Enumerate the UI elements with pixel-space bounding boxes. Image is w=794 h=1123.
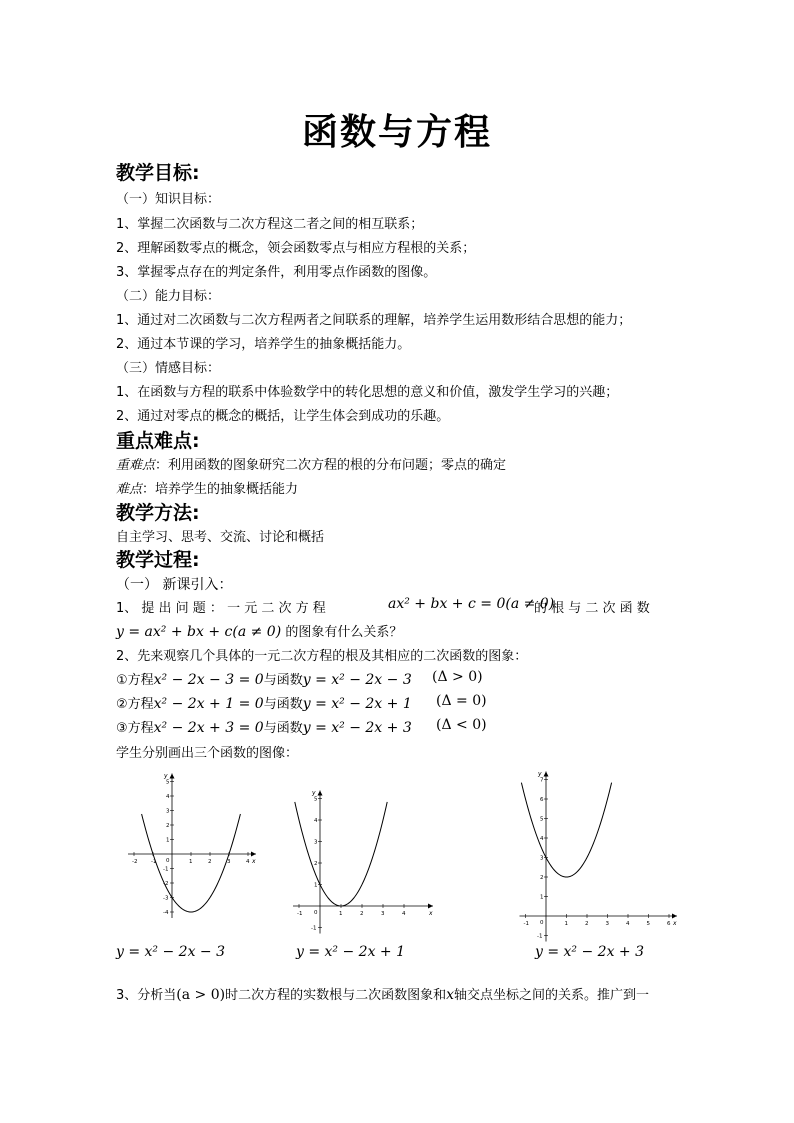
section-goals: 教学目标:	[116, 162, 200, 184]
graph-1-caption: y = x² − 2x − 3	[116, 944, 226, 960]
y-axis-label: y	[538, 770, 542, 778]
question-3-c: 轴交点坐标之间的关系。推广到一	[454, 988, 650, 1003]
case-equation: x² − 2x − 3 = 0	[153, 672, 264, 688]
page-title: 函数与方程	[301, 112, 492, 153]
case-function: y = x² − 2x + 1	[302, 696, 412, 712]
ability-item: 2、通过本节课的学习，培养学生的抽象概括能力。	[116, 337, 411, 352]
graph-1	[108, 768, 256, 938]
y-tick-label: 4	[540, 836, 544, 842]
y-tick-label: 4	[314, 818, 318, 824]
graph-3-caption: y = x² − 2x + 3	[535, 944, 645, 960]
x-tick-label: 4	[402, 911, 406, 917]
y-axis-arrow	[544, 772, 549, 777]
x-tick-label: -2	[132, 859, 138, 865]
question-1-mid: 的 根 与 二 次 函 数	[534, 601, 650, 616]
y-tick-label: 3	[314, 839, 318, 846]
y-tick-label: 1	[540, 894, 544, 901]
y-tick-label: -3	[163, 895, 169, 902]
case-number: ③方程	[116, 721, 154, 736]
graph-2	[290, 772, 442, 932]
case-equation: x² − 2x + 3 = 0	[153, 720, 264, 736]
x-tick-label: 4	[246, 859, 250, 865]
y-tick-label: -1	[163, 866, 169, 873]
x-tick-label: -1	[523, 921, 529, 927]
section-keypoints: 重点难点:	[116, 430, 200, 452]
y-tick-label: -1	[537, 933, 543, 940]
x-tick-label: 3	[227, 859, 231, 865]
case-number: ①方程	[116, 673, 154, 688]
x-axis-arrow	[428, 904, 433, 909]
difficult-point-text: ：培养学生的抽象概括能力	[142, 482, 299, 497]
emotion-item: 2、通过对零点的概念的概括，让学生体会到成功的乐趣。	[116, 409, 450, 424]
y-tick-label: -2	[163, 881, 169, 887]
knowledge-item: 3、掌握零点存在的判定条件，利用零点作函数的图像。	[116, 265, 437, 280]
question-3	[116, 984, 649, 1003]
question-1-equation: ax² + bx + c = 0(a ≠ 0)	[388, 596, 555, 612]
x-tick-label: -1	[151, 859, 157, 865]
intro-header: （一） 新课引入：	[116, 577, 233, 593]
question-1-suffix: 的图象有什么关系？	[285, 625, 403, 640]
x-tick-label: 1	[564, 921, 568, 927]
case-row	[116, 717, 412, 736]
case-equation: x² − 2x + 1 = 0	[153, 696, 264, 712]
x-axis-arrow	[672, 914, 677, 919]
difficult-point-label: 难点	[116, 482, 143, 497]
x-axis-label: x	[673, 920, 677, 927]
y-tick-label: 3	[540, 855, 544, 862]
draw-instruction: 学生分别画出三个函数的图像：	[116, 746, 299, 761]
origin-label: 0	[540, 920, 544, 926]
y-tick-label: 5	[314, 796, 318, 803]
key-point-label: 重难点	[116, 458, 156, 473]
y-tick-label: 7	[540, 777, 544, 784]
y-axis-label: y	[164, 772, 168, 780]
key-point-text: ：利用函数的图象研究二次方程的根的分布问题；零点的确定	[155, 458, 507, 473]
x-tick-label: 3	[605, 921, 609, 927]
origin-label: 0	[314, 910, 318, 916]
y-tick-label: 1	[166, 837, 170, 844]
case-function: y = x² − 2x − 3	[302, 672, 412, 688]
y-tick-label: -4	[163, 910, 169, 916]
x-axis-label: x	[252, 858, 256, 865]
origin-label: 0	[166, 858, 170, 864]
x-tick-label: 4	[626, 921, 630, 927]
x-tick-label: 2	[208, 859, 212, 865]
y-axis-label: y	[312, 789, 316, 797]
y-tick-label: 2	[540, 875, 544, 881]
y-tick-label: 1	[314, 882, 318, 889]
x-tick-label: 3	[381, 911, 385, 917]
question-3-condition: (a > 0)	[176, 987, 226, 1003]
case-with: 与函数	[263, 697, 303, 712]
question-1-line2	[116, 621, 402, 640]
section-process: 教学过程:	[116, 549, 200, 571]
x-tick-label: 6	[667, 921, 671, 927]
x-tick-label: 2	[585, 921, 589, 927]
x-tick-label: 2	[360, 911, 364, 917]
difficult-point-line	[116, 478, 298, 497]
case-row	[116, 693, 412, 712]
x-axis-label: x	[429, 910, 433, 917]
case-number: ②方程	[116, 697, 154, 712]
x-tick-label: -1	[297, 911, 303, 917]
question-3-x: x	[446, 987, 455, 1003]
y-tick-label: 5	[540, 816, 544, 823]
case-with: 与函数	[263, 721, 303, 736]
knowledge-item: 1、掌握二次函数与二次方程这二者之间的相互联系；	[116, 217, 424, 232]
y-tick-label: 5	[166, 779, 170, 786]
question-2: 2、先来观察几个具体的一元二次方程的根及其相应的二次函数的图象：	[116, 649, 528, 664]
case-delta: (Δ < 0)	[436, 717, 487, 733]
y-tick-label: 3	[166, 808, 170, 815]
graph-3	[508, 766, 677, 940]
x-tick-label: 1	[189, 859, 193, 865]
key-point-line	[116, 454, 506, 473]
case-delta: (Δ = 0)	[436, 693, 487, 709]
x-tick-label: 1	[339, 911, 343, 917]
methods-text: 自主学习、思考、交流、讨论和概括	[116, 530, 325, 545]
question-3-b: 时二次方程的实数根与二次函数图象和	[225, 988, 447, 1003]
y-axis-arrow	[318, 791, 323, 796]
parabola-curve	[295, 802, 387, 906]
ability-item: 1、通过对二次函数与二次方程两者之间联系的理解，培养学生运用数形结合思想的能力；	[116, 313, 632, 328]
emotion-header: （三）情感目标：	[116, 361, 221, 376]
case-function: y = x² − 2x + 3	[302, 720, 412, 736]
ability-header: （二）能力目标：	[116, 289, 221, 304]
y-tick-label: 6	[540, 797, 544, 803]
x-axis-arrow	[251, 852, 256, 857]
parabola-curve	[521, 783, 611, 877]
question-3-a: 3、分析当	[116, 988, 177, 1003]
section-methods: 教学方法:	[116, 502, 200, 524]
question-1-function: y = ax² + bx + c(a ≠ 0)	[116, 624, 282, 640]
case-delta: (Δ > 0)	[432, 669, 483, 685]
x-tick-label: 5	[646, 921, 650, 927]
knowledge-item: 2、理解函数零点的概念，领会函数零点与相应方程根的关系；	[116, 241, 476, 256]
y-tick-label: 4	[166, 794, 170, 800]
y-axis-arrow	[170, 774, 175, 779]
y-tick-label: 2	[166, 823, 170, 829]
case-row	[116, 669, 412, 688]
graph-2-caption: y = x² − 2x + 1	[296, 944, 406, 960]
emotion-item: 1、在函数与方程的联系中体验数学中的转化思想的意义和价值，激发学生学习的兴趣；	[116, 385, 619, 400]
y-tick-label: 2	[314, 861, 318, 867]
question-1-prefix: 1、 提 出 问 题 ： 一 元 二 次 方 程	[116, 601, 326, 616]
knowledge-header: （一）知识目标：	[116, 192, 221, 207]
y-tick-label: -1	[311, 925, 317, 932]
case-with: 与函数	[263, 673, 303, 688]
